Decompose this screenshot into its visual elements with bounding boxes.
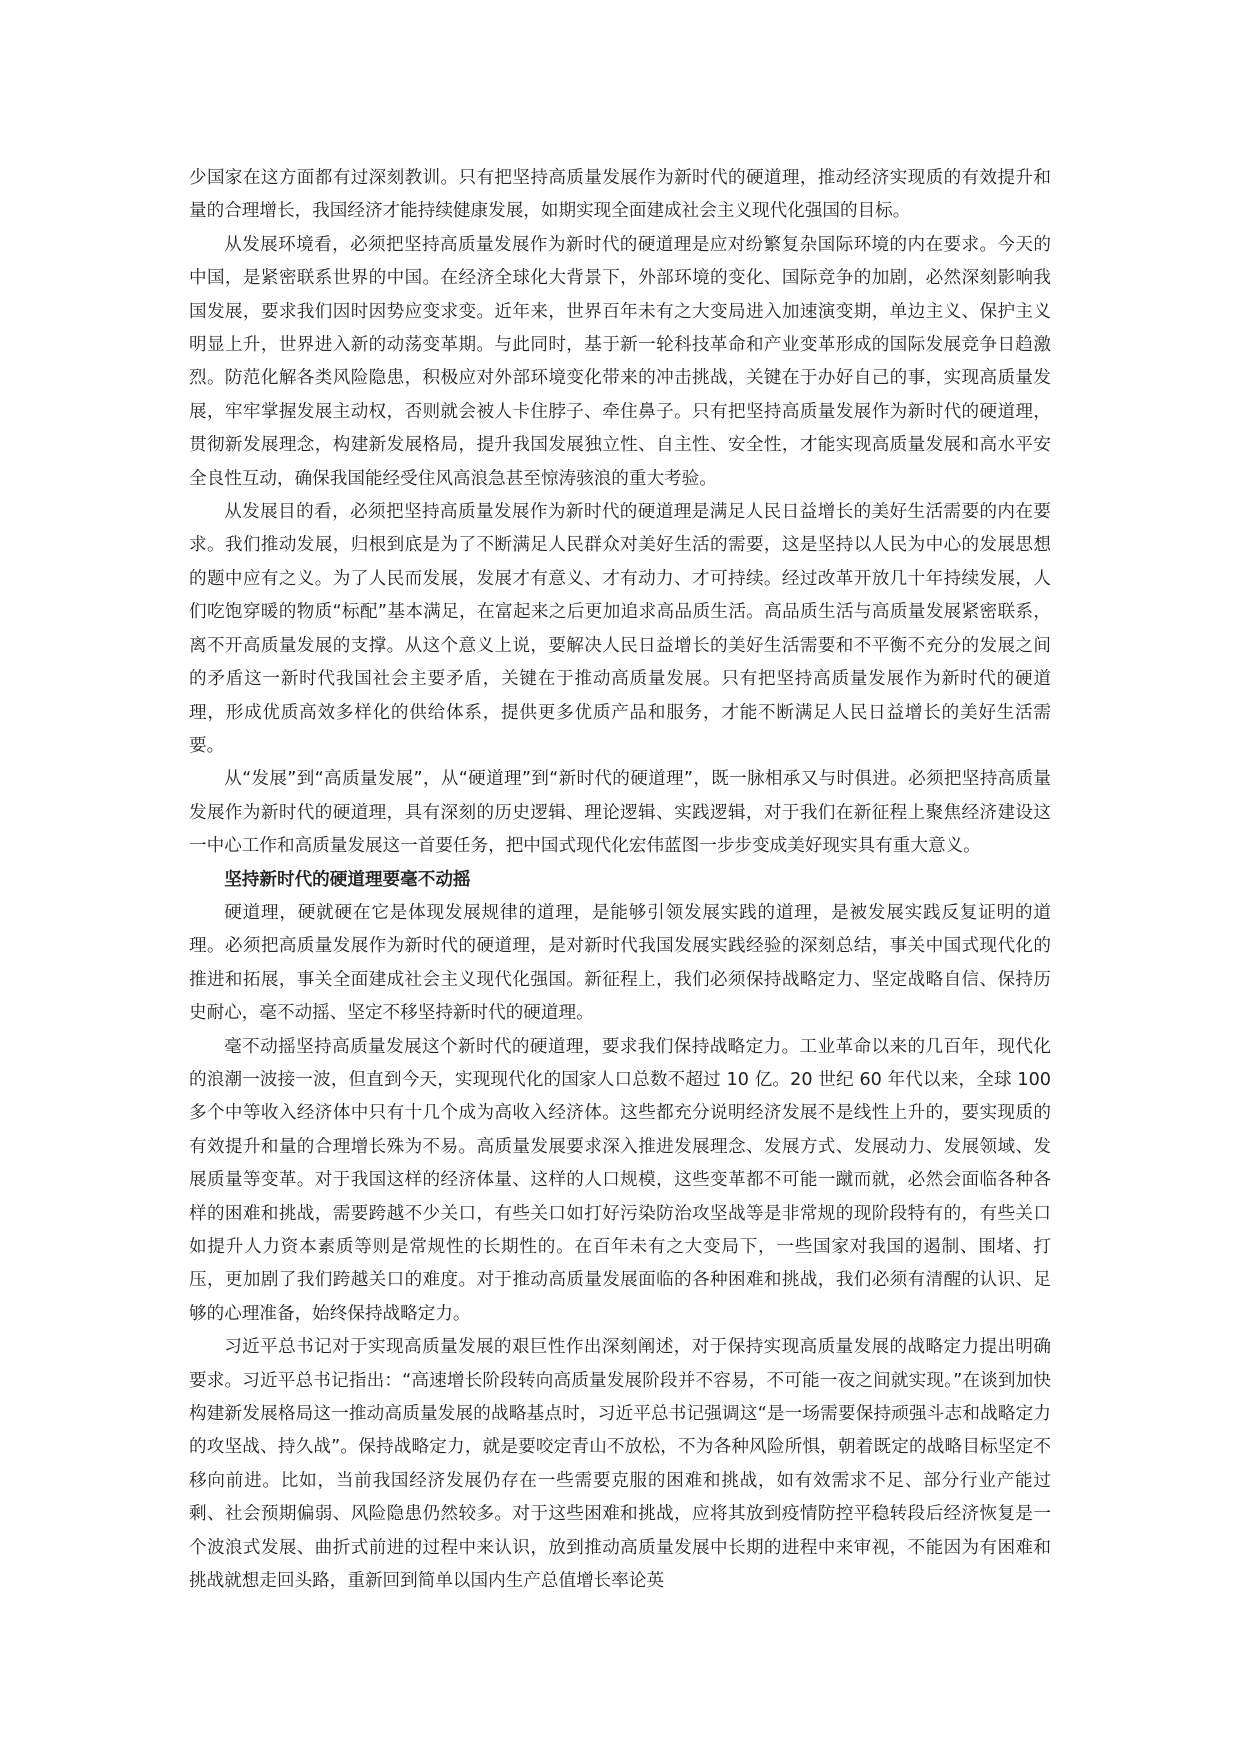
section-heading: 坚持新时代的硬道理要毫不动摇 — [224, 869, 471, 890]
paragraph: 从发展环境看，必须把坚持高质量发展作为新时代的硬道理是应对纷繁复杂国际环境的内在要求。今天的中国，是紧密联系世界的中国。在经济全球化大背景下，外部环境的变化、国际竞争的加剧，必然深刻影响我国发展，要求我们因时因势应变求变。近年来，世界百年未有之大变局进入加速演变期，单边主义、保护主义明显上升，世界进入新的动荡变革期。与此同时，基于新一轮科技革命和产业变革形成的国际发展竞争日趋激烈。防范化解各类风险隐患，积极应对外部环境变化带来的冲击挑战，关键在于办好自己的事，实现高质量发展，牢牢掌握发展主动权，否则就会被人卡住脖子、牵住鼻子。只有把坚持高质量发展作为新时代的硬道理，贯彻新发展理念，构建新发展格局，提升我国发展独立性、自主性、安全性，才能实现高质量发展和高水平安全良性互动，确保我国能经受住风高浪急甚至惊涛骇浪的重大考验。 — [189, 234, 1051, 489]
paragraph: 硬道理，硬就硬在它是体现发展规律的道理，是能够引领发展实践的道理，是被发展实践反复证明的道理。必须把高质量发展作为新时代的硬道理，是对新时代我国发展实践经验的深刻总结，事关中国式现代化的推进和拓展，事关全面建成社会主义现代化强国。新征程上，我们必须保持战略定力、坚定战略自信、保持历史耐心，毫不动摇、坚定不移坚持新时代的硬道理。 — [189, 902, 1051, 1024]
paragraph: 毫不动摇坚持高质量发展这个新时代的硬道理，要求我们保持战略定力。工业革命以来的几百年，现代化的浪潮一波接一波，但直到今天，实现现代化的国家人口总数不超过 10 亿。20 世纪 60 年代以来，全球 100 多个中等收入经济体中只有十几个成为高收入经济体。这些都充分说明经济发展不是线性上升的，要实现质的有效提升和量的合理增长殊为不易。高质量发展要求深入推进发展理念、发展方式、发展动力、发展领域、发展质量等变革。对于我国这样的经济体量、这样的人口规模，这些变革都不可能一蹴而就，必然会面临各种各样的困难和挑战，需要跨越不少关口，有些关口如打好污染防治攻坚战等是非常规的现阶段特有的，有些关口如提升人力资本素质等则是常规性的长期性的。在百年未有之大变局下，一些国家对我国的遏制、围堵、打压，更加剧了我们跨越关口的难度。对于推动高质量发展面临的各种困难和挑战，我们必须有清醒的认识、足够的心理准备，始终保持战略定力。 — [189, 1036, 1051, 1324]
paragraph: 从“发展”到“高质量发展”，从“硬道理”到“新时代的硬道理”，既一脉相承又与时俱进。必须把坚持高质量发展作为新时代的硬道理，具有深刻的历史逻辑、理论逻辑、实践逻辑，对于我们在新征程上聚焦经济建设这一中心工作和高质量发展这一首要任务，把中国式现代化宏伟蓝图一步步变成美好现实具有重大意义。 — [189, 769, 1051, 857]
paragraph: 习近平总书记对于实现高质量发展的艰巨性作出深刻阐述，对于保持实现高质量发展的战略定力提出明确要求。习近平总书记指出：“高速增长阶段转向高质量发展阶段并不容易，不可能一夜之间就实现。”在谈到加快构建新发展格局这一推动高质量发展的战略基点时，习近平总书记强调这“是一场需要保持顽强斗志和战略定力的攻坚战、持久战”。保持战略定力，就是要咬定青山不放松，不为各种风险所惧，朝着既定的战略目标坚定不移向前进。比如，当前我国经济发展仍存在一些需要克服的困难和挑战，如有效需求不足、部分行业产能过剩、社会预期偏弱、风险隐患仍然较多。对于这些困难和挑战，应将其放到疫情防控平稳转段后经济恢复是一个波浪式发展、曲折式前进的过程中来认识，放到推动高质量发展中长期的进程中来审视，不能因为有困难和挑战就想走回头路，重新回到简单以国内生产总值增长率论英 — [189, 1337, 1051, 1592]
paragraph: 少国家在这方面都有过深刻教训。只有把坚持高质量发展作为新时代的硬道理，推动经济实现质的有效提升和量的合理增长，我国经济才能持续健康发展，如期实现全面建成社会主义现代化强国的目标。 — [189, 168, 1051, 222]
document-page — [189, 162, 1051, 1598]
paragraph: 从发展目的看，必须把坚持高质量发展作为新时代的硬道理是满足人民日益增长的美好生活需要的内在要求。我们推动发展，归根到底是为了不断满足人民群众对美好生活的需要，这是坚持以人民为中心的发展思想的题中应有之义。为了人民而发展，发展才有意义、才有动力、才可持续。经过改革开放几十年持续发展，人们吃饱穿暖的物质“标配”基本满足，在富起来之后更加追求高品质生活。高品质生活与高质量发展紧密联系，离不开高质量发展的支撑。从这个意义上说，要解决人民日益增长的美好生活需要和不平衡不充分的发展之间的矛盾这一新时代我国社会主要矛盾，关键在于推动高质量发展。只有把坚持高质量发展作为新时代的硬道理，形成优质高效多样化的供给体系，提供更多优质产品和服务，才能不断满足人民日益增长的美好生活需要。 — [189, 502, 1051, 756]
